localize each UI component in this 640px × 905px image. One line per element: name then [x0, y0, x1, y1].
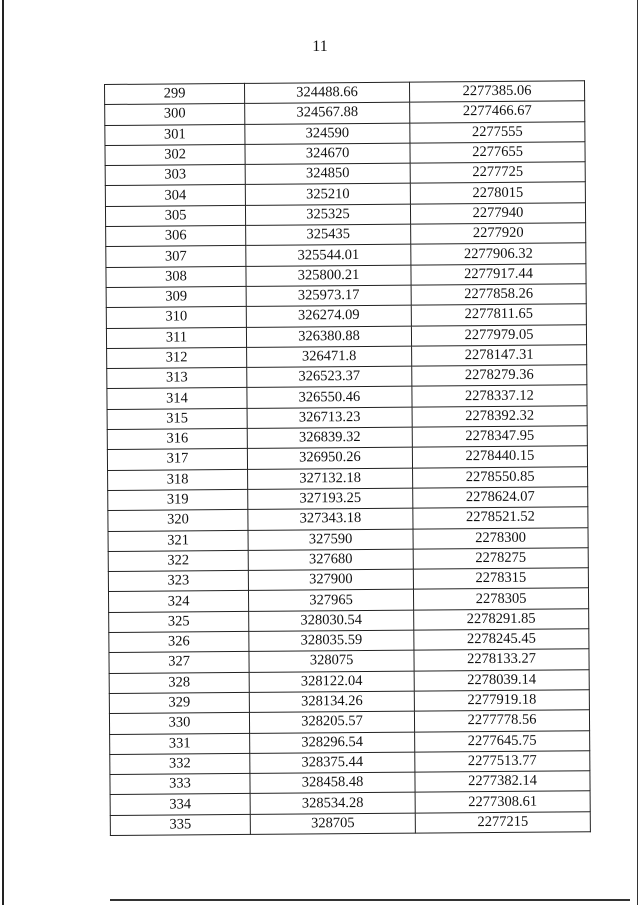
x-coordinate-cell: 324670	[245, 143, 410, 165]
table-row	[110, 811, 590, 835]
point-number-cell: 325	[109, 611, 249, 632]
point-number-cell: 326	[109, 631, 249, 652]
y-coordinate-cell: 2278440.15	[412, 446, 587, 468]
y-coordinate-cell: 2277858.26	[411, 284, 586, 306]
y-coordinate-cell: 2277725	[410, 162, 585, 184]
point-number-cell: 304	[105, 185, 245, 206]
point-number-cell: 303	[105, 165, 245, 186]
point-number-cell: 335	[110, 814, 250, 835]
x-coordinate-cell: 328030.54	[249, 610, 414, 632]
x-coordinate-cell: 328534.28	[250, 792, 415, 814]
x-coordinate-cell: 325325	[245, 204, 410, 226]
y-coordinate-cell: 2277308.61	[415, 791, 590, 813]
y-coordinate-cell: 2277655	[410, 142, 585, 164]
point-number-cell: 305	[105, 205, 245, 226]
y-coordinate-cell: 2277555	[410, 121, 585, 143]
y-coordinate-cell: 2277778.56	[414, 710, 589, 732]
y-coordinate-cell: 2278315	[413, 568, 588, 590]
y-coordinate-cell: 2277920	[411, 223, 586, 245]
x-coordinate-cell: 326950.26	[247, 447, 412, 469]
x-coordinate-cell: 327965	[248, 590, 413, 612]
x-coordinate-cell: 328296.54	[250, 732, 415, 754]
y-coordinate-cell: 2277906.32	[411, 243, 586, 265]
point-number-cell: 311	[106, 327, 246, 348]
y-coordinate-cell: 2278347.95	[412, 426, 587, 448]
point-number-cell: 332	[110, 753, 250, 774]
point-number-cell: 328	[109, 672, 249, 693]
scan-border-bottom	[110, 899, 630, 901]
y-coordinate-cell: 2278624.07	[413, 487, 588, 509]
x-coordinate-cell: 326839.32	[247, 427, 412, 449]
point-number-cell: 301	[105, 124, 245, 145]
x-coordinate-cell: 325544.01	[246, 244, 411, 266]
y-coordinate-cell: 2277382.14	[415, 771, 590, 793]
y-coordinate-cell: 2278300	[413, 527, 588, 549]
x-coordinate-cell: 327132.18	[248, 468, 413, 490]
point-number-cell: 300	[105, 104, 245, 125]
point-number-cell: 307	[106, 246, 246, 267]
x-coordinate-cell: 327590	[248, 529, 413, 551]
y-coordinate-cell: 2277979.05	[411, 324, 586, 346]
point-number-cell: 317	[107, 449, 247, 470]
x-coordinate-cell: 326380.88	[246, 326, 411, 348]
x-coordinate-cell: 325973.17	[246, 285, 411, 307]
coordinates-table-body	[105, 81, 591, 836]
x-coordinate-cell: 328035.59	[249, 630, 414, 652]
y-coordinate-cell: 2278279.36	[412, 365, 587, 387]
x-coordinate-cell: 328122.04	[249, 671, 414, 693]
x-coordinate-cell: 324590	[245, 123, 410, 145]
x-coordinate-cell: 328205.57	[249, 711, 414, 733]
y-coordinate-cell: 2278245.45	[414, 629, 589, 651]
y-coordinate-cell: 2277215	[415, 811, 590, 833]
y-coordinate-cell: 2278015	[410, 182, 585, 204]
x-coordinate-cell: 324850	[245, 163, 410, 185]
x-coordinate-cell: 326274.09	[246, 305, 411, 327]
y-coordinate-cell: 2278039.14	[414, 669, 589, 691]
point-number-cell: 324	[108, 591, 248, 612]
point-number-cell: 316	[107, 428, 247, 449]
x-coordinate-cell: 327193.25	[248, 488, 413, 510]
point-number-cell: 313	[107, 368, 247, 389]
point-number-cell: 329	[109, 692, 249, 713]
coordinates-table	[104, 80, 591, 836]
y-coordinate-cell: 2277940	[410, 203, 585, 225]
y-coordinate-cell: 2277917.44	[411, 263, 586, 285]
point-number-cell: 309	[106, 286, 246, 307]
scan-border-right	[637, 0, 638, 905]
x-coordinate-cell: 327343.18	[248, 508, 413, 530]
point-number-cell: 322	[108, 550, 248, 571]
point-number-cell: 334	[110, 794, 250, 815]
y-coordinate-cell: 2278550.85	[413, 466, 588, 488]
x-coordinate-cell: 328134.26	[249, 691, 414, 713]
point-number-cell: 310	[106, 307, 246, 328]
x-coordinate-cell: 327900	[248, 569, 413, 591]
y-coordinate-cell: 2277919.18	[414, 690, 589, 712]
y-coordinate-cell: 2278275	[413, 548, 588, 570]
y-coordinate-cell: 2278147.31	[412, 345, 587, 367]
y-coordinate-cell: 2277466.67	[410, 101, 585, 123]
x-coordinate-cell: 326550.46	[247, 387, 412, 409]
x-coordinate-cell: 326471.8	[247, 346, 412, 368]
point-number-cell: 319	[108, 489, 248, 510]
x-coordinate-cell: 324488.66	[244, 82, 409, 104]
y-coordinate-cell: 2277385.06	[409, 81, 584, 103]
point-number-cell: 302	[105, 144, 245, 165]
page-number: 11	[312, 38, 328, 55]
x-coordinate-cell: 326523.37	[247, 366, 412, 388]
x-coordinate-cell: 325210	[245, 184, 410, 206]
point-number-cell: 327	[109, 652, 249, 673]
point-number-cell: 308	[106, 266, 246, 287]
point-number-cell: 314	[107, 388, 247, 409]
point-number-cell: 333	[110, 773, 250, 794]
y-coordinate-cell: 2277811.65	[411, 304, 586, 326]
y-coordinate-cell: 2278133.27	[414, 649, 589, 671]
point-number-cell: 315	[107, 408, 247, 429]
y-coordinate-cell: 2278305	[413, 588, 588, 610]
scan-border-left	[2, 0, 4, 905]
y-coordinate-cell: 2278337.12	[412, 385, 587, 407]
x-coordinate-cell: 326713.23	[247, 407, 412, 429]
x-coordinate-cell: 327680	[248, 549, 413, 571]
y-coordinate-cell: 2278521.52	[413, 507, 588, 529]
x-coordinate-cell: 328705	[250, 813, 415, 835]
point-number-cell: 318	[108, 469, 248, 490]
x-coordinate-cell: 324567.88	[245, 102, 410, 124]
y-coordinate-cell: 2278291.85	[414, 608, 589, 630]
point-number-cell: 299	[105, 83, 245, 104]
point-number-cell: 323	[108, 571, 248, 592]
point-number-cell: 330	[109, 713, 249, 734]
y-coordinate-cell: 2278392.32	[412, 405, 587, 427]
y-coordinate-cell: 2277513.77	[415, 751, 590, 773]
x-coordinate-cell: 328075	[249, 650, 414, 672]
point-number-cell: 312	[107, 347, 247, 368]
point-number-cell: 320	[108, 510, 248, 531]
point-number-cell: 306	[106, 225, 246, 246]
x-coordinate-cell: 328458.48	[250, 772, 415, 794]
x-coordinate-cell: 328375.44	[250, 752, 415, 774]
point-number-cell: 321	[108, 530, 248, 551]
x-coordinate-cell: 325800.21	[246, 265, 411, 287]
coordinates-table-container	[104, 80, 594, 836]
point-number-cell: 331	[110, 733, 250, 754]
y-coordinate-cell: 2277645.75	[415, 730, 590, 752]
x-coordinate-cell: 325435	[246, 224, 411, 246]
